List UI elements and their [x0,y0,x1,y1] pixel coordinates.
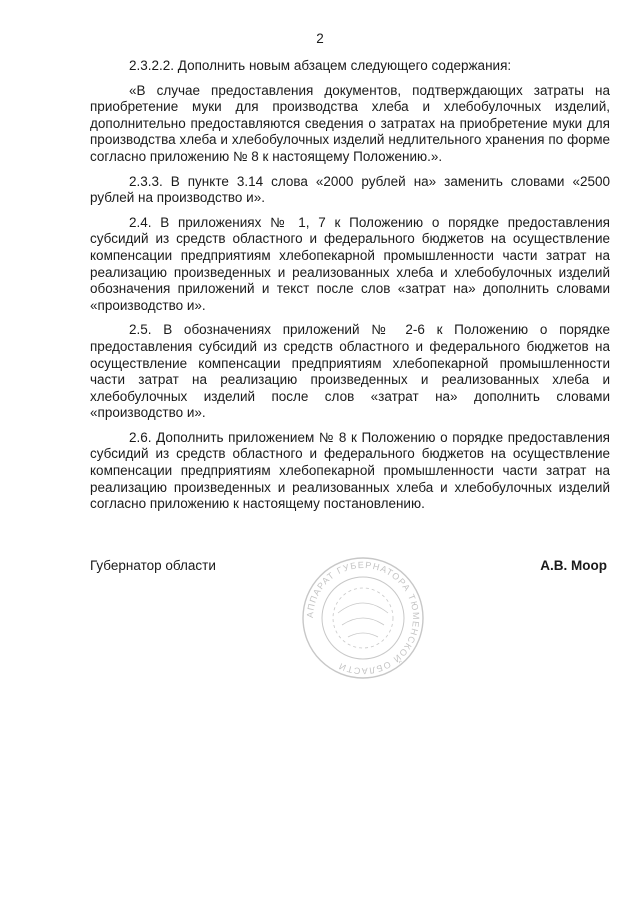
signature-name: А.В. Моор [540,558,607,573]
page-number: 2 [316,31,324,46]
paragraph-2-3-3: 2.3.3. В пункте 3.14 слова «2000 рублей на» заменить словами «2500 рублей на производство и». [90,173,610,206]
signature-title: Губернатор области [90,558,216,573]
paragraph-2-6: 2.6. Дополнить приложением № 8 к Положению о порядке предоставления субсидий из средств областного и федерального бюджетов на осуществление компенсации предприятиям хлебопекарной промышленности части затрат на реализацию произведенных и реализованных хлеба и хлебобулочных изделий согласно приложению к настоящему постановлению. [90,429,610,512]
paragraph-quote: «В случае предоставления документов, подтверждающих затраты на приобретение муки для производства хлеба и хлебобулочных изделий, дополнительно предоставляются сведения о затратах на приобретение муки для производства хлеба и хлебобулочных изделий недлительного хранения по форме согласно приложению № 8 к настоящему Положению.». [90,82,610,164]
document-body [90,58,610,521]
stamp-text: АППАРАТ ГУБЕРНАТОРА ТЮМЕНСКОЙ ОБЛАСТИ [304,559,422,677]
paragraph-2-3-2-2: 2.3.2.2. Дополнить новым абзацем следующего содержания: [129,58,512,73]
official-stamp [298,553,428,683]
paragraph-2-4: 2.4. В приложениях № 1, 7 к Положению о порядке предоставления субсидий из средств областного и федерального бюджетов на осуществление компенсации предприятиям хлебопекарной промышленности части затрат на реализацию произведенных и реализованных хлеба и хлебобулочных изделий обозначения приложений и текст после слов «затрат на» дополнить словами «производство и». [90,214,610,313]
paragraph-2-5: 2.5. В обозначениях приложений № 2-6 к Положению о порядке предоставления субсидий из средств областного и федерального бюджетов на осуществление компенсации предприятиям хлебопекарной промышленности части затрат на реализацию произведенных и реализованных хлеба и хлебобулочных изделий после слов «затрат на» дополнить словами «производство и». [90,322,610,421]
